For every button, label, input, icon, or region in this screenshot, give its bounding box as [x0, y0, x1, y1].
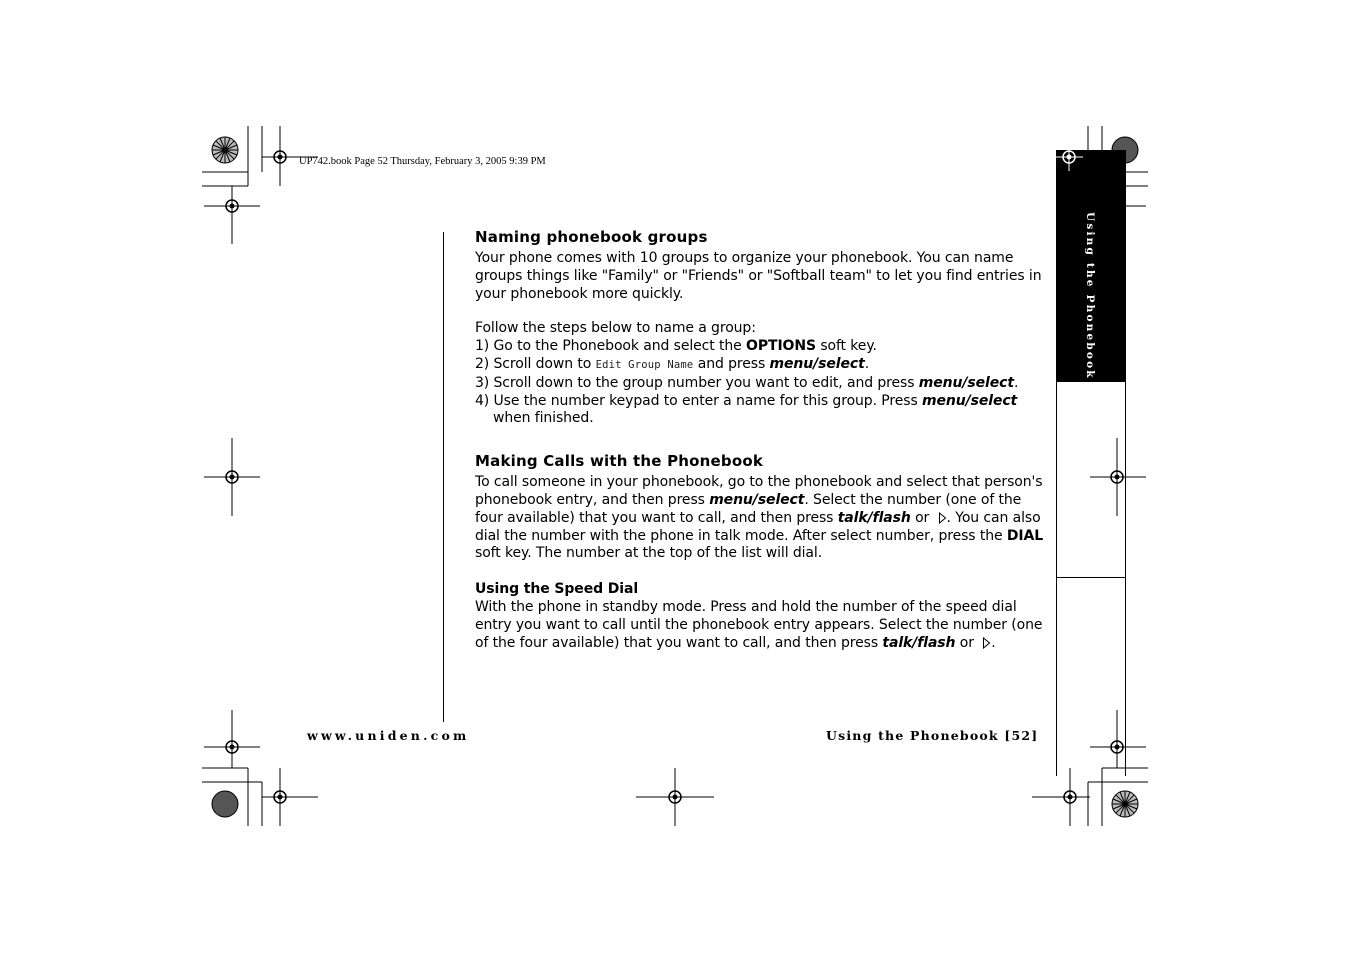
- step-3: 3) Scroll down to the group number you want to edit, and press menu/select.: [475, 374, 1019, 391]
- talk-flash-key: talk/flash: [882, 634, 956, 651]
- section-title-naming-groups: Naming phonebook groups: [475, 228, 708, 246]
- talk-flash-key: talk/flash: [837, 509, 911, 526]
- speed-dial-body: With the phone in standby mode. Press and hold the number of the speed dial entry you want to call until the phonebook entry appears. Select the number (one of the four available) that you want to call, and then press talk/flash or .: [475, 599, 1043, 651]
- right-arrow-key-icon: [982, 637, 991, 648]
- steps-intro: Follow the steps below to name a group:: [475, 320, 756, 337]
- footer-website: www.uniden.com: [307, 728, 470, 743]
- step-2: 2) Scroll down to Edit Group Name and press menu/select.: [475, 355, 870, 372]
- dial-key: DIAL: [1006, 527, 1044, 544]
- options-key: OPTIONS: [746, 338, 816, 355]
- side-tab-label: Using the Phonebook: [1084, 212, 1096, 380]
- footer-page-label: Using the Phonebook [52]: [826, 728, 1039, 743]
- menu-select-key: menu/select: [709, 491, 805, 508]
- section-title-making-calls: Making Calls with the Phonebook: [475, 452, 764, 471]
- right-arrow-key-icon: [938, 512, 947, 523]
- menu-select-key: menu/select: [769, 355, 865, 372]
- side-tab: [1056, 150, 1126, 382]
- main-content: [475, 228, 1050, 653]
- print-header: UP742.book Page 52 Thursday, February 3, 2005 9:39 PM: [299, 156, 546, 167]
- menu-select-key: menu/select: [918, 374, 1014, 391]
- step-4: 4) Use the number keypad to enter a name for this group. Press menu/select when finished.: [475, 392, 1018, 427]
- menu-select-key: menu/select: [922, 392, 1018, 409]
- step-1: 1) Go to the Phonebook and select the OPTIONS soft key.: [475, 338, 877, 355]
- tab-divider: [1056, 577, 1126, 578]
- section-title-speed-dial: Using the Speed Dial: [475, 581, 639, 598]
- tab-registration-mark: [1050, 141, 1090, 175]
- making-calls-body: To call someone in your phonebook, go to the phonebook and select that person's phonebook entry, and then press menu/select. Select the number (one of the four available) that you want to call, and then press talk/flash or . You can also dial the number with the phone in talk mode. After select number, press the DIAL soft key. The number at the top of the list will dial.: [475, 474, 1044, 562]
- naming-groups-intro: Your phone comes with 10 groups to organize your phonebook. You can name groups things like "Family" or "Friends" or "Softball team" to let you find entries in your phonebook more quickly.: [475, 250, 1042, 302]
- lcd-text-edit-group-name: Edit Group Name: [595, 358, 694, 371]
- column-rule: [443, 232, 444, 722]
